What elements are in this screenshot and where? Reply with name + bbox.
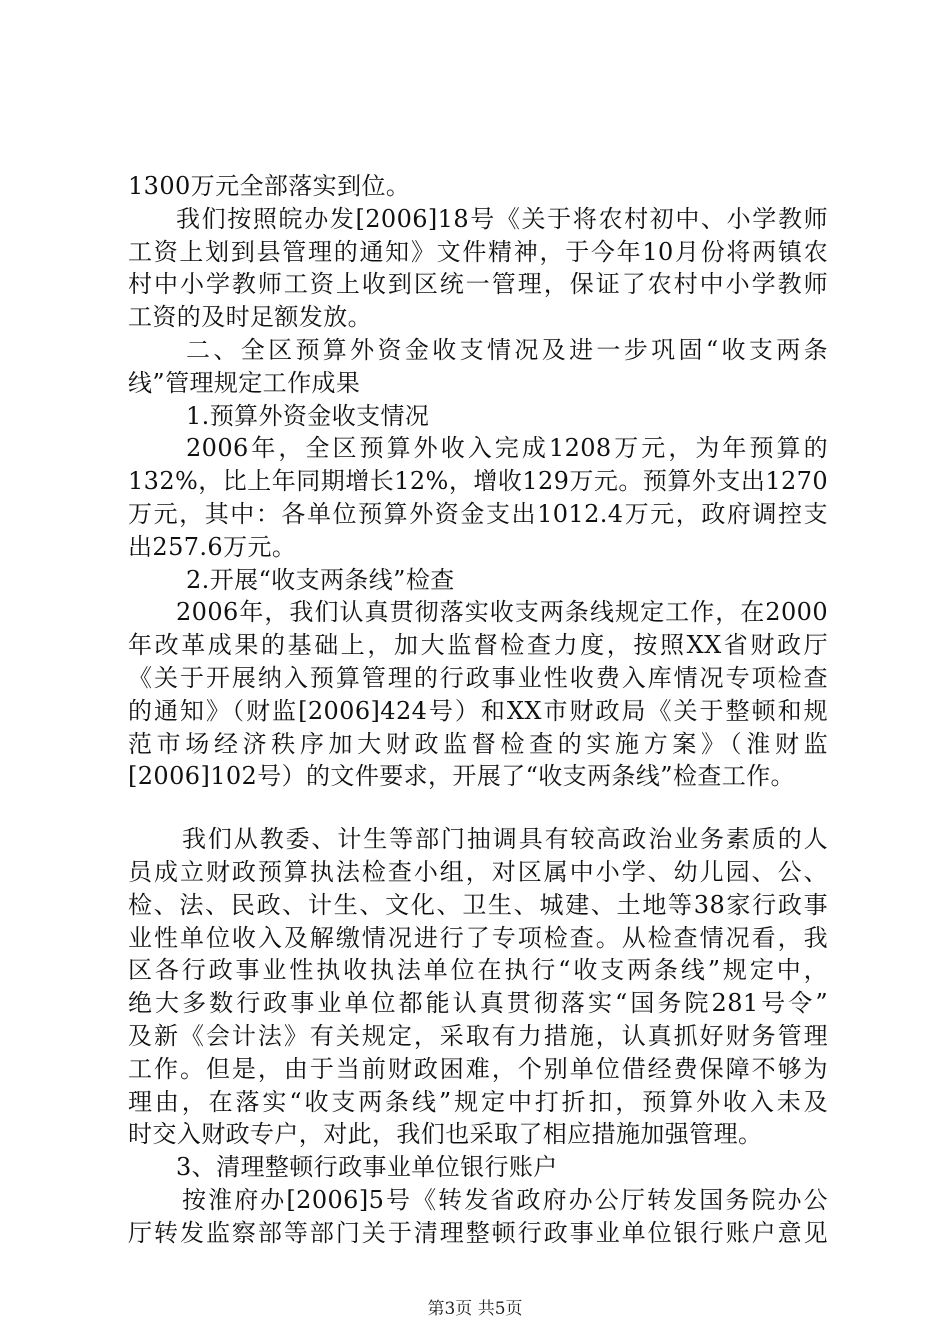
text-line: 我们按照皖办发[2006]18号《关于将农村初中、小学教师 [176,204,828,233]
document-body [128,170,828,1250]
text-line: 按淮府办[2006]5号《转发省政府办公厅转发国务院办公 [182,1185,828,1214]
text-line: 厅转发监察部等部门关于清理整顿行政事业单位银行账户意见 [128,1218,828,1247]
text-line: 绝大多数行政事业单位都能认真贯彻落实“国务院281号令” [128,989,828,1018]
text-line: 132%，比上年同期增长12%，增收129万元。预算外支出1270 [128,467,828,496]
text-line: 工资的及时足额发放。 [128,303,372,332]
text-line: 时交入财政专户，对此，我们也采取了相应措施加强管理。 [128,1120,763,1149]
subsection-heading: 2.开展“收支两条线”检查 [186,565,455,594]
text-line: 理由，在落实“收支两条线”规定中打折扣，预算外收入未及 [128,1087,828,1116]
text-line: 村中小学教师工资上收到区统一管理，保证了农村中小学教师 [128,270,828,299]
text-line: 范市场经济秩序加大财政监督检查的实施方案》（淮财监 [128,729,828,758]
text-line: 业性单位收入及解缴情况进行了专项检查。从检查情况看，我 [128,923,828,952]
text-line: 的通知》（财监[2006]424号）和XX市财政局《关于整顿和规 [128,696,828,725]
text-line: 2006年，全区预算外收入完成1208万元，为年预算的 [186,434,828,463]
subsection-heading: 3、清理整顿行政事业单位银行账户 [176,1153,558,1182]
text-line: 万元，其中：各单位预算外资金支出1012.4万元，政府调控支 [128,499,828,528]
text-line: 2006年，我们认真贯彻落实收支两条线规定工作，在2000 [176,598,828,627]
text-line: 员成立财政预算执法检查小组，对区属中小学、幼儿园、公、 [128,857,828,886]
text-line: 出257.6万元。 [128,532,297,561]
text-line: 工作。但是，由于当前财政困难，个别单位借经费保障不够为 [128,1054,828,1083]
subsection-heading: 1.预算外资金收支情况 [186,401,430,430]
text-line: 1300万元全部落实到位。 [128,172,411,200]
text-line: [2006]102号）的文件要求，开展了“收支两条线”检查工作。 [128,762,795,791]
section-heading-line: 线”管理规定工作成果 [128,368,361,397]
paragraph-gap [128,793,828,823]
text-line: 工资上划到县管理的通知》文件精神，于今年10月份将两镇农 [128,237,828,266]
text-line: 《关于开展纳入预算管理的行政事业性收费入库情况专项检查 [128,663,828,692]
text-line: 检、法、民政、计生、文化、卫生、城建、土地等38家行政事 [128,890,828,919]
text-line: 我们从教委、计生等部门抽调具有较高政治业务素质的人 [182,825,828,854]
text-line: 区各行政事业性执收执法单位在执行“收支两条线”规定中， [128,956,828,985]
page-number-footer: 第3页 共5页 [427,1299,523,1319]
text-line: 及新《会计法》有关规定，采取有力措施，认真抓好财务管理 [128,1021,828,1050]
section-heading-line: 二、全区预算外资金收支情况及进一步巩固“收支两条 [186,335,828,364]
text-line: 年改革成果的基础上，加大监督检查力度，按照XX省财政厅 [128,631,828,660]
